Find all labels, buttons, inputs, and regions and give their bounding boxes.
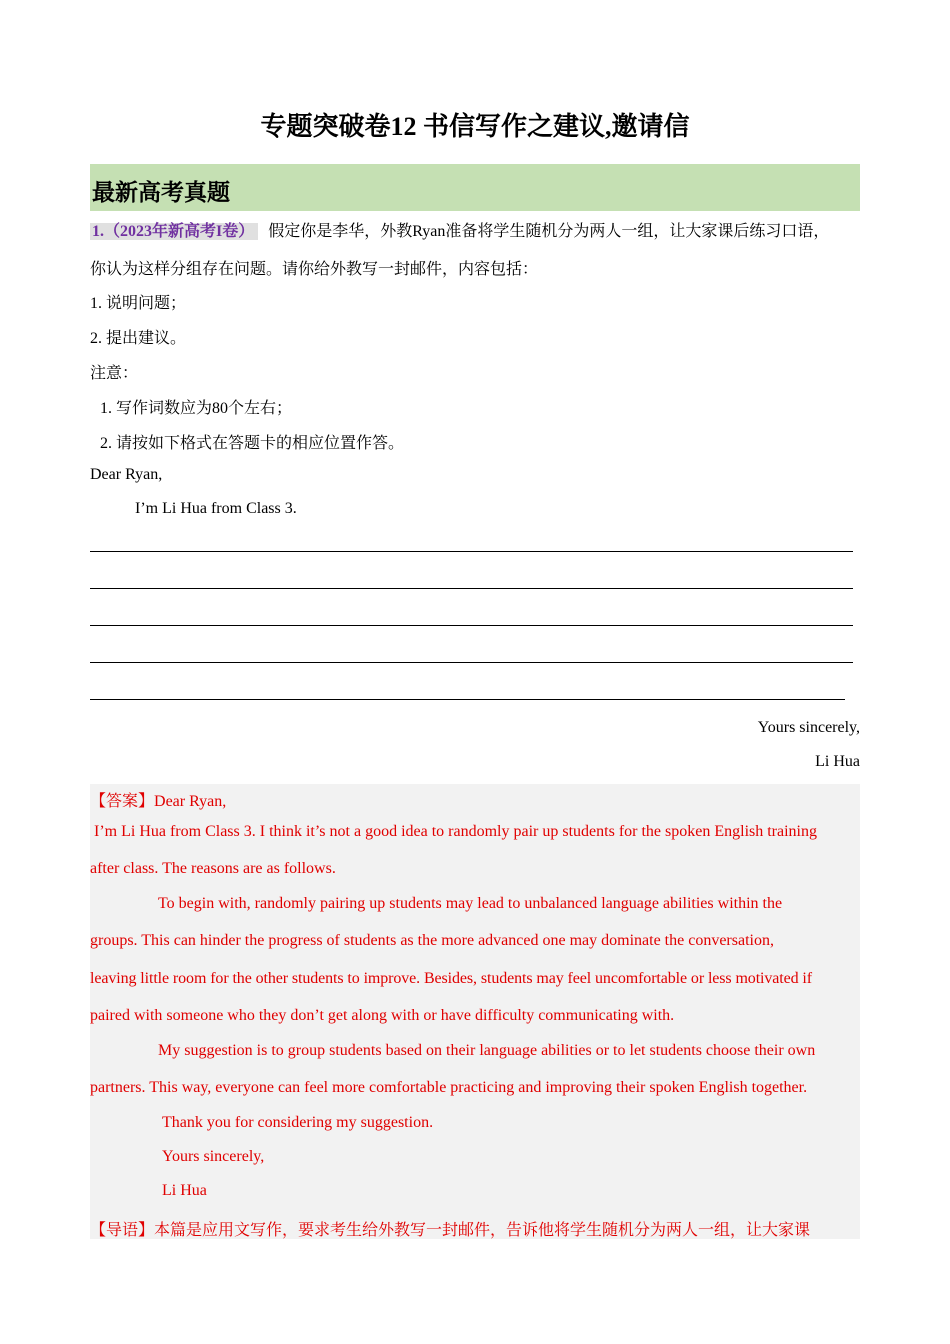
guide-line (90, 1217, 810, 1240)
answer-p2-line3: leaving little room for the other students to improve. Besides, students may feel uncomfortable or less motivated if (90, 970, 813, 987)
letter-salutation: Dear Ryan, (90, 466, 163, 483)
answer-blank-line (90, 551, 853, 552)
note-2: 2. 请按如下格式在答题卡的相应位置作答。 (100, 435, 405, 452)
question-point-2: 2. 提出建议。 (90, 330, 187, 347)
section-heading: 最新高考真题 (92, 180, 230, 205)
note-1: 1. 写作词数应为80个左右； (100, 400, 293, 417)
guide-label: 【导语】 (90, 1222, 155, 1239)
question-line-1 (90, 218, 829, 241)
answer-label: 【答案】 (90, 793, 155, 810)
answer-p3-line1: My suggestion is to group students based on their language abilities or to let students choose their own (158, 1042, 816, 1059)
question-prompt-2: 你认为这样分组存在问题。请你给外教写一封邮件，内容包括： (90, 261, 539, 278)
answer-signature: Li Hua (162, 1182, 207, 1199)
letter-closing: Yours sincerely, (757, 719, 860, 736)
answer-blank-line (90, 588, 853, 589)
answer-thanks: Thank you for considering my suggestion. (162, 1114, 434, 1131)
answer-blank-line (90, 625, 853, 626)
answer-blank-line (90, 699, 845, 700)
answer-p2-line1: To begin with, randomly pairing up students may lead to unbalanced language abilities within the (158, 895, 783, 912)
notes-label: 注意： (90, 365, 139, 382)
answer-p1-line1: I’m Li Hua from Class 3. I think it’s not a good idea to randomly pair up students for the spoken English training (94, 823, 817, 840)
letter-signature: Li Hua (815, 753, 860, 770)
page-title: 专题突破卷12 书信写作之建议,邀请信 (260, 112, 690, 141)
answer-closing: Yours sincerely, (162, 1148, 265, 1165)
question-prompt-1: 假定你是李华，外教Ryan准备将学生随机分为两人一组，让大家课后练习口语， (268, 223, 830, 240)
answer-p3-line2: partners. This way, everyone can feel more comfortable practicing and improving their spoken English together. (90, 1079, 808, 1096)
answer-header (90, 788, 226, 811)
section-heading-band (90, 164, 860, 211)
guide-text: 本篇是应用文写作，要求考生给外教写一封邮件，告诉他将学生随机分为两人一组，让大家课 (154, 1222, 811, 1239)
question-point-1: 1. 说明问题； (90, 295, 187, 312)
question-tag: 1.（2023年新高考I卷） (90, 223, 258, 240)
letter-opening: I’m Li Hua from Class 3. (135, 500, 297, 517)
answer-salutation: Dear Ryan, (154, 793, 227, 810)
answer-p2-line4: paired with someone who they don’t get along with or have difficulty communicating with. (90, 1007, 675, 1024)
answer-blank-line (90, 662, 853, 663)
answer-p1-line2: after class. The reasons are as follows. (90, 860, 336, 877)
answer-p2-line2: groups. This can hinder the progress of students as the more advanced one may dominate the conversation, (90, 932, 774, 949)
